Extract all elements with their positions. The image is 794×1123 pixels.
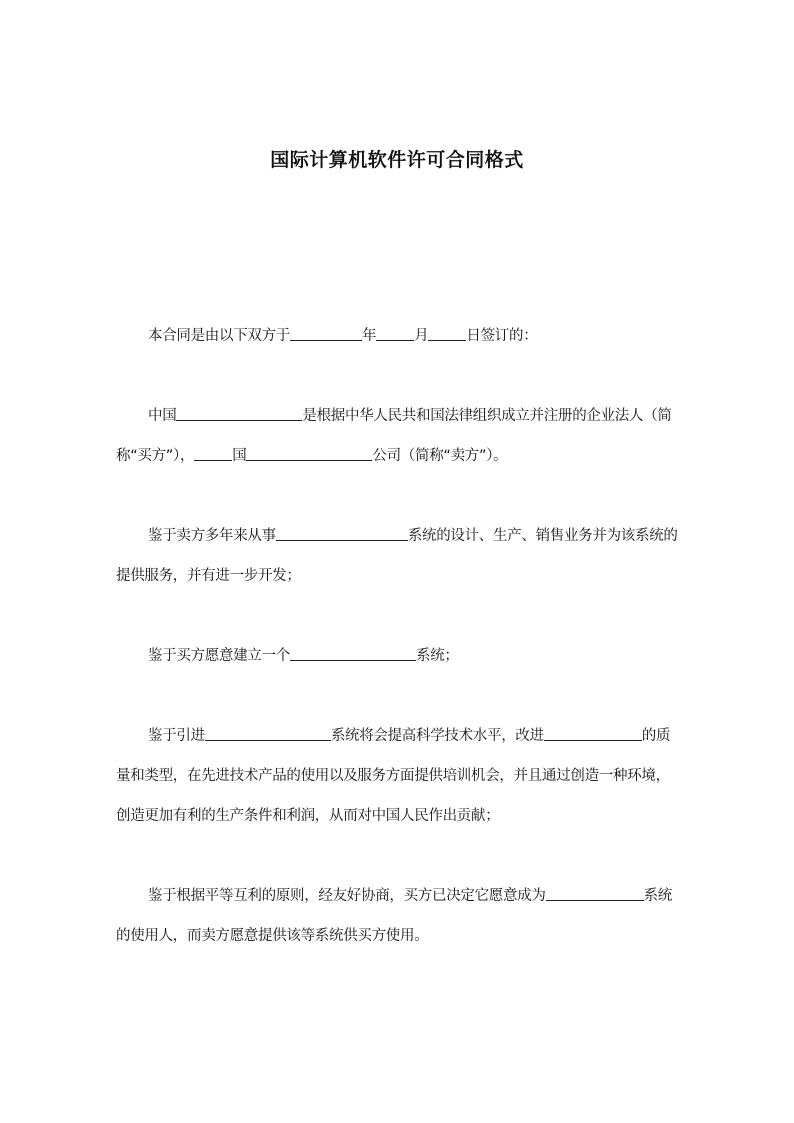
text-segment: 系统将会提高科学技术水平，改进: [330, 728, 544, 744]
text-segment: 的质量和类型，在先进技术产品的使用以及服务方面提供培训机会，并且通过创造一种环境，创造更加有利的生产条件和利润，从而对中国人民作出贡献；: [116, 728, 671, 824]
text-segment: 年: [362, 328, 377, 344]
paragraph-buyer-seller: [116, 396, 680, 476]
text-segment: 系统；: [416, 648, 459, 664]
paragraph-recital-seller: [116, 516, 680, 596]
text-segment: 月: [414, 328, 429, 344]
text-segment: 国: [232, 448, 247, 464]
blank-line: [246, 445, 372, 461]
paragraph-recital-agreement: [116, 876, 680, 956]
paragraph-recital-buyer: [116, 636, 680, 676]
document-title: 国际计算机软件许可合同格式: [270, 149, 524, 171]
text-segment: 鉴于买方愿意建立一个: [148, 648, 290, 664]
blank-line: [544, 725, 642, 741]
text-segment: 中国: [148, 408, 177, 424]
text-segment: 公司（简称“卖方”）。: [372, 448, 508, 464]
blank-line: [205, 725, 331, 741]
blank-line: [176, 405, 302, 421]
text-segment: 系统的设计、生产、销售业务并为该系统的提供服务，并有进一步开发；: [116, 528, 678, 584]
text-segment: 鉴于卖方多年来从事: [148, 528, 276, 544]
text-segment: 鉴于根据平等互利的原则，经友好协商，买方已决定它愿意成为: [148, 888, 546, 904]
text-segment: 本合同是由以下双方于: [148, 328, 290, 344]
blank-line: [428, 325, 466, 341]
blank-line: [276, 525, 408, 541]
text-segment: 系统的使用人，而卖方愿意提供该等系统供买方使用。: [116, 888, 673, 944]
blank-line: [194, 445, 232, 461]
text-segment: 日签订的：: [466, 328, 538, 344]
blank-line: [290, 325, 362, 341]
blank-line: [290, 645, 416, 661]
paragraph-parties-intro: [116, 316, 680, 356]
text-segment: 鉴于引进: [148, 728, 205, 744]
paragraph-recital-benefits: [116, 716, 680, 836]
blank-line: [546, 885, 644, 901]
text-segment: 是根据中华人民共和国法律组织成立并注册的企业法人（简称“买方”），: [116, 408, 672, 464]
blank-line: [376, 325, 414, 341]
